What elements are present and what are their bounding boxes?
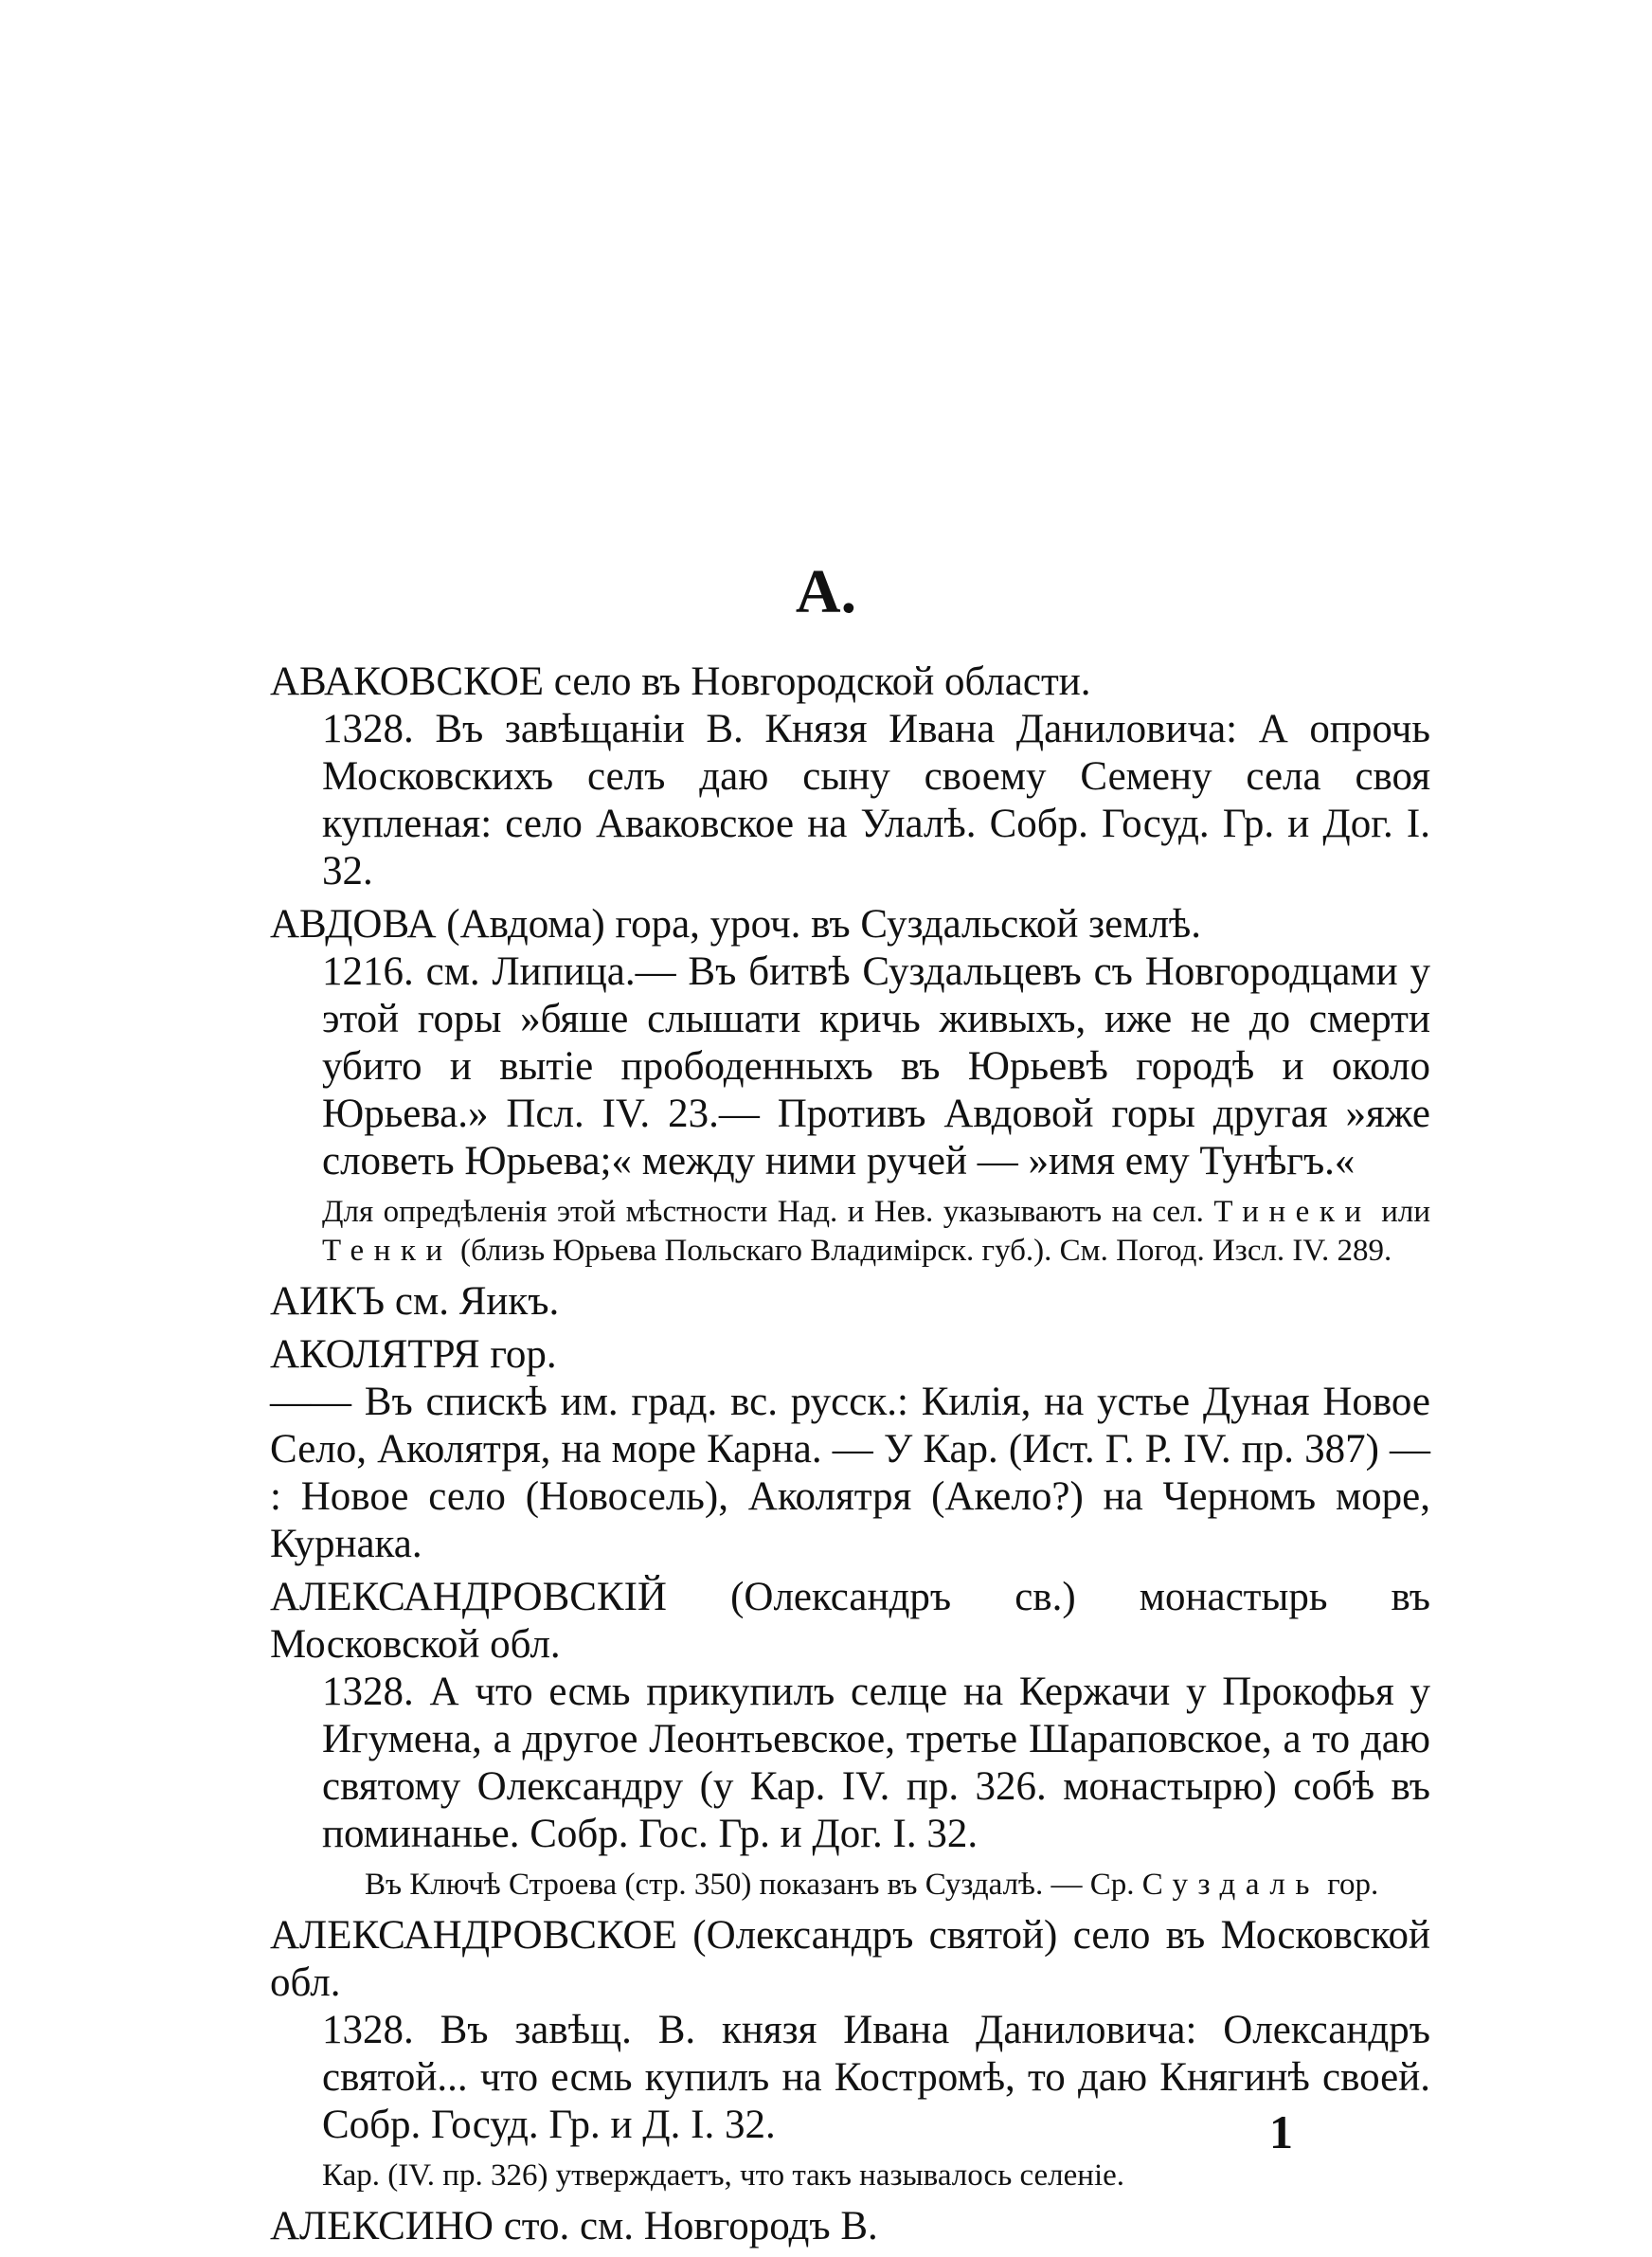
entry-footnote <box>270 2157 1430 2195</box>
dictionary-entry <box>270 659 1430 895</box>
text-segment: или <box>1371 1195 1430 1229</box>
entry-heading <box>270 901 1430 948</box>
entry-definition: село въ Новгородской области. <box>544 659 1091 704</box>
text-segment: Для опредѣленія этой мѣстности Над. и Нев. указываютъ на сел. <box>322 1195 1214 1229</box>
dictionary-entry <box>270 901 1430 1271</box>
entry-definition: см. Яикъ. <box>385 1279 560 1324</box>
entry-text <box>270 706 1430 895</box>
text-segment: —— Въ спискѣ им. град. вс. русск.: Килія, на устье Дуная Новое Село, Аколятря, на море Карна. — У Кар. (Ист. Г. Р. IV. пр. 387) — : Новое село (Новосель), Аколятря (Акело?) на Черномъ море, Курнака. <box>270 1380 1430 1566</box>
entry-headword: АВДОВА <box>270 902 437 947</box>
spaced-word: Тенки <box>322 1234 453 1268</box>
entry-definition: (Олександръ святой) село въ Московской обл. <box>270 1913 1430 2005</box>
entry-headword: АВАКОВСКОЕ <box>270 659 545 704</box>
entry-definition: сто. см. Новгородъ В. <box>493 2204 878 2248</box>
entry-definition: (Авдома) гора, уроч. въ Суздальской землѣ. <box>436 902 1202 947</box>
entry-headword: АЛЕКСАНДРОВСКІЙ <box>270 1575 667 1619</box>
entry-text <box>270 1379 1430 1568</box>
entry-heading <box>270 1574 1430 1669</box>
entry-heading <box>270 1278 1430 1326</box>
text-segment: 1328. Въ завѣщ. В. князя Ивана Даниловича: Олександръ святой... что есмь купилъ на Костромѣ, то даю Княгинѣ своей. Собр. Госуд. Гр. и Д. I. 32. <box>322 2008 1430 2147</box>
entry-definition: (Олександръ св.) монастырь въ Московской обл. <box>270 1575 1430 1667</box>
entry-headword: АКОЛЯТРЯ <box>270 1332 480 1377</box>
dictionary-entry <box>270 2203 1430 2250</box>
entry-text <box>270 1669 1430 1858</box>
spaced-word: Суздаль <box>1141 1868 1320 1902</box>
text-segment: 1328. Въ завѣщаніи В. Князя Ивана Даниловича: А опрочь Московскихъ селъ даю сыну своему Семену села своя купленая: село Аваковское на Улалѣ. Собр. Госуд. Гр. и Дог. I. 32. <box>322 707 1430 894</box>
dictionary-entry <box>270 1278 1430 1326</box>
dictionary-entry <box>270 1331 1430 1568</box>
entry-text <box>270 948 1430 1185</box>
text-segment: 1216. см. Липица.— Въ битвѣ Суздальцевъ съ Новгородцами у этой горы »бяше слышати кричь живыхъ, иже не до смерти убито и вытіе прободенныхъ въ Юрьевѣ городѣ и около Юрьева.» Псл. IV. 23.— Противъ Авдовой горы другая »яже словеть Юрьева;« между ними ручей — »имя ему Тунѣгъ.« <box>322 949 1430 1183</box>
section-letter: А. <box>795 557 857 626</box>
entry-headword: АЛЕКСИНО <box>270 2204 494 2248</box>
entry-headword: АЛЕКСАНДРОВСКОЕ <box>270 1913 677 1958</box>
dictionary-entry <box>270 1574 1430 1905</box>
entry-heading <box>270 1331 1430 1379</box>
spaced-word: Тинеки <box>1213 1195 1372 1229</box>
entry-heading <box>270 659 1430 706</box>
entry-footnote <box>270 1866 1430 1905</box>
text-segment: Въ Ключѣ Строева (стр. 350) показанъ въ Суздалѣ. — Ср. <box>365 1868 1142 1902</box>
entry-footnote <box>270 1193 1430 1271</box>
dictionary-entries <box>270 659 1430 2256</box>
text-segment: 1328. А что есмь прикупилъ селце на Кержачи у Прокофья у Игумена, а другое Леонтьевское, третье Шараповское, а то даю святому Олександру (у Кар. IV. пр. 326. монастырю) собѣ въ поминанье. Собр. Гос. Гр. и Дог. I. 32. <box>322 1670 1430 1856</box>
text-segment: (близь Юрьева Польскаго Владимірск. губ.). См. Погод. Изсл. IV. 289. <box>452 1234 1392 1268</box>
text-segment: гор. <box>1320 1868 1379 1902</box>
entry-definition: гор. <box>479 1332 557 1377</box>
entry-heading <box>270 2203 1430 2250</box>
entry-headword: АИКЪ <box>270 1279 386 1324</box>
page-number: 1 <box>1269 2105 1293 2158</box>
text-segment: Кар. (IV. пр. 326) утверждаетъ, что такъ называлось селеніе. <box>322 2158 1125 2193</box>
entry-heading <box>270 1912 1430 2007</box>
